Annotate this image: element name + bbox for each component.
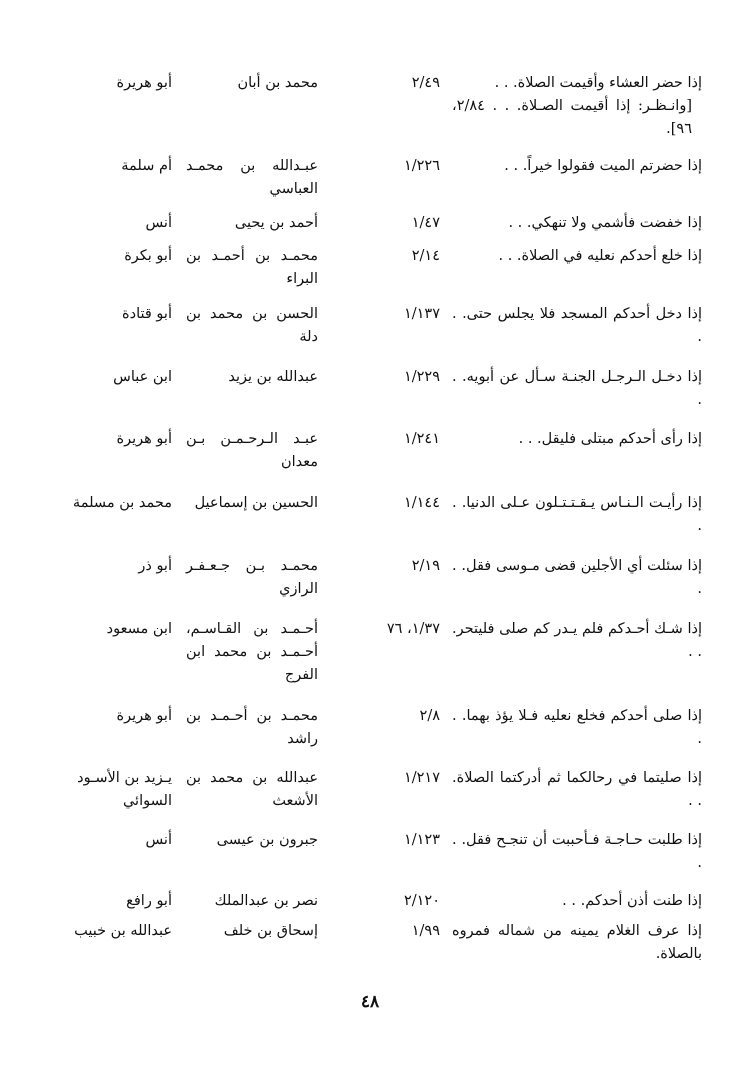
volume-page-ref: ١/٩٩ <box>411 923 440 939</box>
companion: ابن عباس <box>113 369 172 385</box>
narrator: محمـد بـن جـعـفـر الرازي <box>186 558 318 597</box>
table-row <box>0 72 740 137</box>
volume-page-ref: ٢/١٢٠ <box>403 893 440 909</box>
volume-page-ref: ١/٣٧، ٧٦ <box>386 621 440 637</box>
companion: محمد بن مسلمة <box>72 495 172 511</box>
table-row <box>0 705 740 765</box>
companion: أبو بكرة <box>124 248 172 264</box>
narrator: جبرون بن عيسى <box>216 832 318 848</box>
hadith-text: إذا صلى أحدكم فخلع نعليه فـلا يؤذ بهما. . . <box>452 708 702 747</box>
volume-page-ref: ١/٢٢٦ <box>403 158 440 174</box>
volume-page-ref: ١/٢١٧ <box>403 770 440 786</box>
hadith-text: إذا طنت أذن أحدكم. . . <box>562 893 702 909</box>
volume-page-ref: ٢/٤٩ <box>411 75 440 91</box>
narrator: الحسن بن محمد بن دلة <box>186 306 318 345</box>
hadith-text: إذا طلبت حـاجـة فـأحببت أن تنجـح فقل. . . <box>452 832 702 871</box>
table-row <box>0 829 740 889</box>
hadith-text: إذا دخـل الـرجـل الجنـة سـأل عن أبويه. . . <box>452 369 702 408</box>
narrator: محمد بن أبان <box>237 75 318 91</box>
narrator: عبدالله بن يزيد <box>228 369 318 385</box>
volume-page-ref: ١/٤٧ <box>411 215 440 231</box>
volume-page-ref: ١/١٤٤ <box>403 495 440 511</box>
companion: أبو قتادة <box>122 306 172 322</box>
companion: أبو رافع <box>126 893 172 909</box>
narrator: عبـد الـرحـمـن بـن معدان <box>186 431 318 470</box>
companion: أبو هريرة <box>116 75 172 91</box>
narrator: أحمد بن يحيى <box>234 215 318 231</box>
table-row <box>0 767 740 827</box>
hadith-text: إذا رأى أحدكم مبتلى فليقل. . . <box>518 431 702 447</box>
volume-page-ref: ٢/١٩ <box>411 558 440 574</box>
narrator: الحسين بن إسماعيل <box>194 495 318 511</box>
narrator: محمـد بن أحـمـد بن راشد <box>186 708 318 747</box>
narrator: أحـمـد بن القـاسـم، أحـمـد بن محمد ابن الفرج <box>186 621 318 683</box>
narrator: عبدالله بن محمد بن الأشعث <box>186 770 318 809</box>
hadith-text: إذا خلع أحدكم نعليه في الصلاة. . . <box>498 248 702 264</box>
hadith-text: إذا عرف الغلام يمينه من شماله فمروه بالصلاة. <box>452 923 702 962</box>
companion: أم سلمة <box>121 158 172 174</box>
volume-page-ref: ١/٢٢٩ <box>403 369 440 385</box>
companion: أنس <box>145 832 172 848</box>
companion: أبو هريرة <box>116 708 172 724</box>
table-row <box>0 366 740 426</box>
table-row <box>0 428 740 488</box>
narrator: إسحاق بن خلف <box>223 923 318 939</box>
hadith-text: إذا دخل أحدكم المسجد فلا يجلس حتى. . . <box>452 306 702 345</box>
table-row <box>0 492 740 552</box>
table-row <box>0 245 740 305</box>
companion: ابن مسعود <box>106 621 172 637</box>
companion: أنس <box>145 215 172 231</box>
table-row <box>0 920 740 980</box>
companion: يـزيد بن الأسـود السوائي <box>77 770 172 809</box>
companion: أبو هريرة <box>116 431 172 447</box>
table-row <box>0 303 740 363</box>
table-row <box>0 555 740 615</box>
narrator: نصر بن عبدالملك <box>214 893 318 909</box>
hadith-text: إذا صليتما في رحالكما ثم أدركتما الصلاة. . . <box>452 770 702 809</box>
hadith-text: إذا حضر العشاء وأقيمت الصلاة. . . [وانـظـر: إذا أقيمت الصـلاة. . . ٢/٨٤، ٩٦]. <box>452 72 702 141</box>
narrator: محمـد بن أحمـد بن البراء <box>186 248 318 287</box>
hadith-note: [وانـظـر: إذا أقيمت الصـلاة. . . ٢/٨٤، ٩٦]. <box>452 98 692 137</box>
companion: أبو ذر <box>138 558 172 574</box>
narrator: عبـدالله بن محمـد العباسي <box>186 158 318 197</box>
volume-page-ref: ٢/٨ <box>419 708 440 724</box>
page-number: ٤٨ <box>360 992 380 1012</box>
hadith-text: إذا سئلت أي الأجلين قضى مـوسى فقل. . . <box>452 558 702 597</box>
companion: عبدالله بن خبيب <box>74 923 172 939</box>
table-row <box>0 155 740 215</box>
volume-page-ref: ٢/١٤ <box>411 248 440 264</box>
hadith-text: إذا خفضت فأشمي ولا تنهكي. . . <box>508 215 702 231</box>
volume-page-ref: ١/١٢٣ <box>403 832 440 848</box>
volume-page-ref: ١/١٣٧ <box>403 306 440 322</box>
volume-page-ref: ١/٢٤١ <box>403 431 440 447</box>
hadith-text: إذا رأيـت الـنـاس يـقـتـتـلون عـلى الدنيا. . . <box>452 495 702 534</box>
table-row <box>0 618 740 683</box>
hadith-text: إذا شـك أحـدكم فلم يـدر كم صلى فليتحر. . . <box>452 621 702 660</box>
hadith-text: إذا حضرتم الميت فقولوا خيراً. . . <box>504 158 702 174</box>
